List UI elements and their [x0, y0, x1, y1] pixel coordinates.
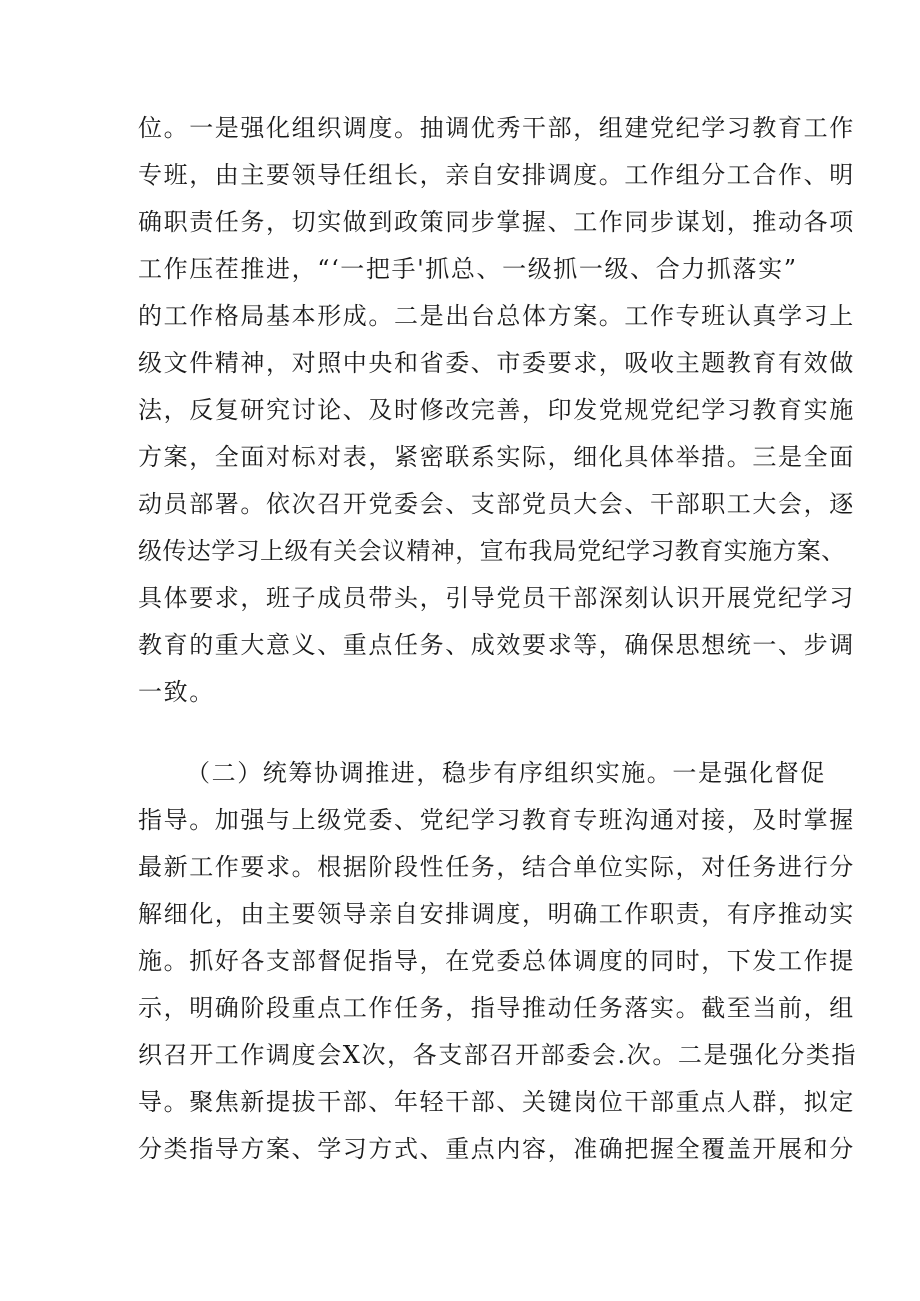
paragraph-1-line-8: 方案，全面对标对表，紧密联系实际，细化具体举措。三是全面 — [138, 443, 855, 471]
paragraph-2-line-9: 分类指导方案、学习方式、重点内容，准确把握全覆盖开展和分 — [138, 1135, 855, 1163]
paragraph-2-line-4: 解细化，由主要领导亲自安排调度，明确工作职责，有序推动实 — [138, 900, 855, 928]
paragraph-2-line-1: （二）统筹协调推进，稳步有序组织实施。一是强化督促 — [186, 759, 826, 787]
paragraph-1-line-6: 级文件精神，对照中央和省委、市委要求，吸收主题教育有效做 — [138, 349, 855, 377]
paragraph-1-line-5: 的工作格局基本形成。二是出台总体方案。工作专班认真学习上 — [138, 302, 855, 330]
paragraph-2-line-6: 示，明确阶段重点工作任务，指导推动任务落实。截至当前，组 — [138, 994, 855, 1022]
paragraph-1-line-11: 具体要求，班子成员带头，引导党员干部深刻认识开展党纪学习 — [138, 584, 855, 612]
paragraph-1-line-1: 位。一是强化组织调度。抽调优秀干部，组建党纪学习教育工作 — [138, 114, 855, 142]
paragraph-1-line-13: 一致。 — [138, 678, 215, 706]
paragraph-1-line-7: 法，反复研究讨论、及时修改完善，印发党规党纪学习教育实施 — [138, 396, 855, 424]
paragraph-1-line-9: 动员部署。依次召开党委会、支部党员大会、干部职工大会，逐 — [138, 490, 855, 518]
paragraph-1-line-4: 工作压茬推进，“‘一把手'抓总、一级抓一级、合力抓落实” — [138, 255, 798, 283]
paragraph-1-line-3: 确职责任务，切实做到政策同步掌握、工作同步谋划，推动各项 — [138, 208, 855, 236]
paragraph-1-line-12: 教育的重大意义、重点任务、成效要求等，确保思想统一、步调 — [138, 631, 855, 659]
paragraph-1-line-10: 级传达学习上级有关会议精神，宣布我局党纪学习教育实施方案、 — [138, 537, 846, 565]
paragraph-2-line-7: 织召开工作调度会X次，各支部召开部委会.次。二是强化分类指 — [138, 1041, 858, 1069]
paragraph-2-line-8: 导。聚焦新提拔干部、年轻干部、关键岗位干部重点人群，拟定 — [138, 1088, 855, 1116]
paragraph-2-line-5: 施。抓好各支部督促指导，在党委总体调度的同时，下发工作提 — [138, 947, 855, 975]
paragraph-2-line-3: 最新工作要求。根据阶段性任务，结合单位实际，对任务进行分 — [138, 853, 855, 881]
paragraph-1-line-2: 专班，由主要领导任组长，亲自安排调度。工作组分工合作、明 — [138, 161, 855, 189]
paragraph-2-line-2: 指导。加强与上级党委、党纪学习教育专班沟通对接，及时掌握 — [138, 806, 855, 834]
